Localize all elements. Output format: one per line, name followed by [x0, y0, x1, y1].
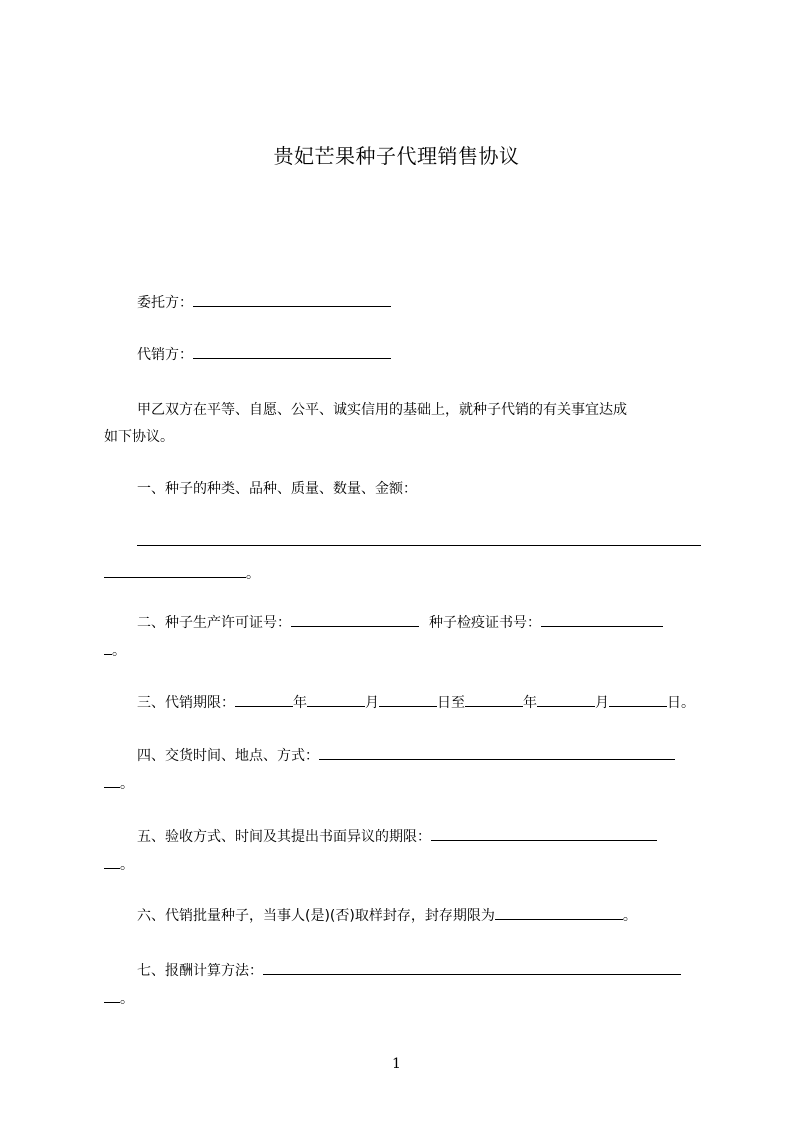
clause-4-end-line	[104, 773, 134, 793]
client-blank[interactable]	[193, 292, 391, 307]
clause-7-end: 。	[120, 991, 134, 1007]
clause-5-end: 。	[120, 857, 134, 873]
clause-1-end-line	[104, 563, 260, 583]
end-day-blank[interactable]	[609, 692, 667, 707]
clause-5-end-line	[104, 854, 134, 874]
client-label: 委托方：	[137, 295, 193, 311]
start-month-label: 月	[365, 695, 379, 711]
client-line	[137, 292, 391, 312]
clause-6-label: 六、代销批量种子，当事人(是)(否)取样封存，封存期限为	[137, 908, 495, 924]
quarantine-label: 种子检疫证书号：	[429, 615, 541, 631]
start-day-blank[interactable]	[379, 692, 437, 707]
clause-7-label: 七、报酬计算方法：	[137, 963, 263, 979]
clause-6-line	[137, 905, 637, 925]
start-month-blank[interactable]	[307, 692, 365, 707]
clause-4-end: 。	[120, 776, 134, 792]
agent-label: 代销方：	[137, 347, 193, 363]
clause-2-line	[137, 612, 663, 632]
clause-4-label: 四、交货时间、地点、方式：	[137, 748, 319, 764]
remuneration-blank[interactable]	[263, 960, 681, 975]
clause-2-label: 二、种子生产许可证号：	[137, 615, 291, 631]
clause-1-blank-line-2[interactable]	[104, 563, 246, 578]
clause-1-blank-line-1[interactable]	[137, 545, 701, 546]
clause-2-end-line	[104, 640, 126, 660]
clause-1-end: 。	[246, 566, 260, 582]
clause-3-label: 三、代销期限：	[137, 695, 235, 711]
sealing-period-blank[interactable]	[495, 905, 623, 920]
agent-blank[interactable]	[193, 344, 391, 359]
delivery-blank[interactable]	[319, 745, 675, 760]
clause-2-end: 。	[112, 643, 126, 659]
agent-line	[137, 344, 391, 364]
quarantine-number-blank-cont[interactable]	[104, 640, 112, 655]
clause-7-end-line	[104, 988, 134, 1008]
end-month-blank[interactable]	[537, 692, 595, 707]
license-number-blank[interactable]	[291, 612, 419, 627]
page-number: 1	[392, 1056, 401, 1072]
end-year-blank[interactable]	[465, 692, 523, 707]
clause-3-line	[137, 692, 695, 712]
end-year-label: 年	[523, 695, 537, 711]
quarantine-number-blank[interactable]	[541, 612, 663, 627]
end-day-label: 日。	[667, 695, 695, 711]
delivery-blank-cont[interactable]	[104, 773, 120, 788]
clause-4-line	[137, 745, 675, 765]
intro-line-1: 甲乙双方在平等、自愿、公平、诚实信用的基础上，就种子代销的有关事宜达成	[137, 402, 627, 418]
clause-5-label: 五、验收方式、时间及其提出书面异议的期限：	[137, 829, 431, 845]
clause-6-end: 。	[622, 908, 637, 924]
day-to-label: 日至	[437, 695, 465, 711]
start-year-label: 年	[293, 695, 307, 711]
document-title: 贵妃芒果种子代理销售协议	[273, 144, 520, 168]
end-month-label: 月	[595, 695, 609, 711]
start-year-blank[interactable]	[235, 692, 293, 707]
clause-5-line	[137, 826, 657, 846]
clause-1-label: 一、种子的种类、品种、质量、数量、金额：	[137, 481, 417, 497]
acceptance-blank-cont[interactable]	[104, 854, 120, 869]
intro-line-2: 如下协议。	[104, 429, 174, 445]
acceptance-blank[interactable]	[431, 826, 657, 841]
remuneration-blank-cont[interactable]	[104, 988, 120, 1003]
clause-7-line	[137, 960, 681, 980]
